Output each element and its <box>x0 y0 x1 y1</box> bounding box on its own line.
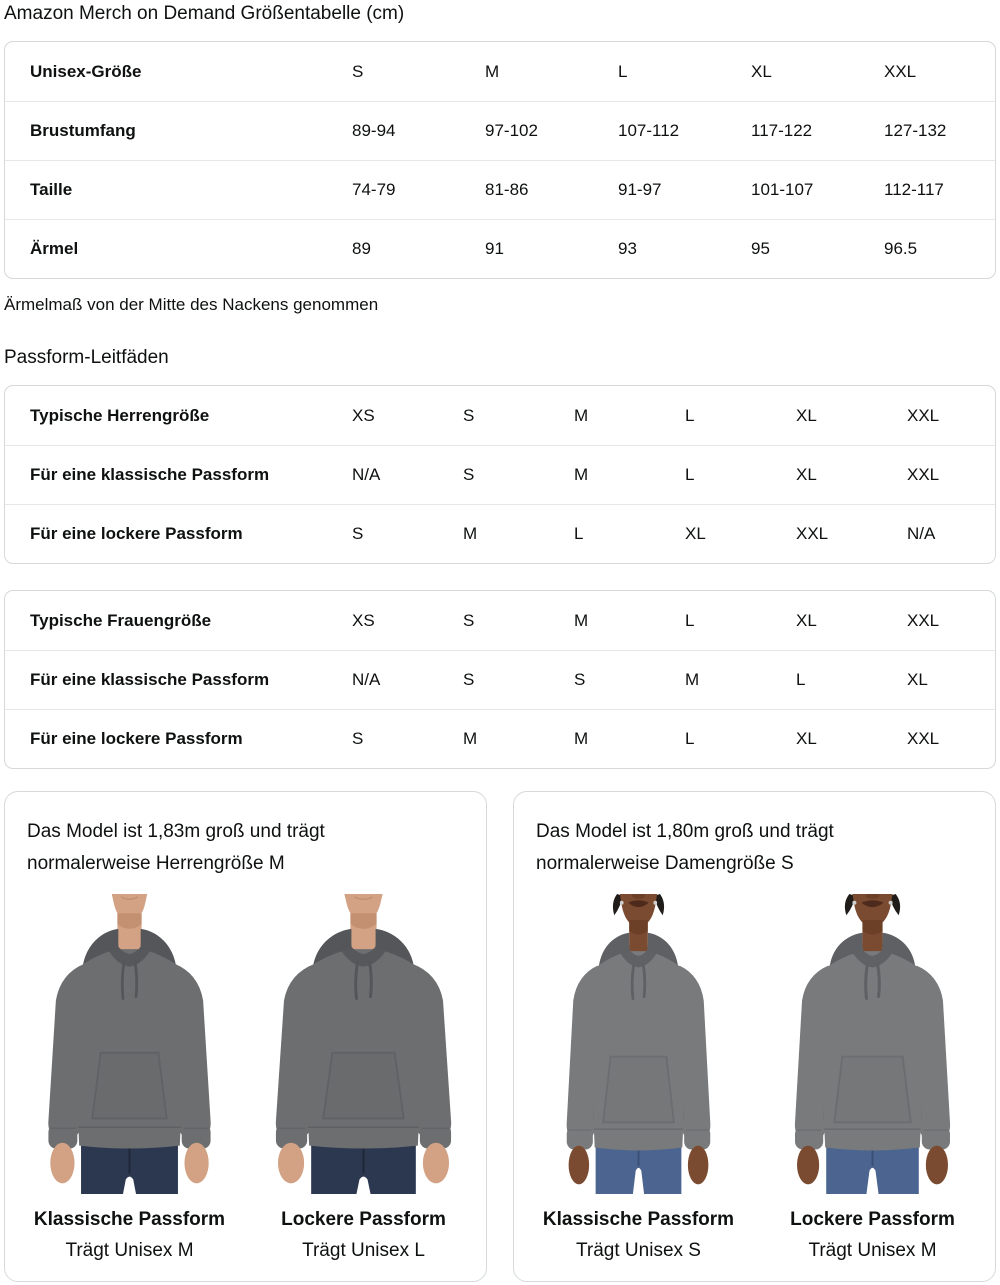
size-cell: S <box>574 670 586 689</box>
size-cell: M <box>463 524 478 543</box>
fit-label: Klassische Passform <box>33 1209 226 1230</box>
size-cell: XL <box>907 670 928 689</box>
womens-model-card <box>513 791 996 1282</box>
measurement-cell: 91-97 <box>618 180 662 199</box>
fit-label: Lockere Passform <box>790 1209 955 1230</box>
measurement-cell: 93 <box>618 239 637 258</box>
photo-male-classic-fit <box>27 894 232 1263</box>
size-cell: N/A <box>352 465 381 484</box>
measurement-cell: 89-94 <box>352 121 396 140</box>
mens-model-card <box>4 791 487 1282</box>
female-model-photo <box>536 894 741 1194</box>
model-description: Das Model ist 1,83m groß und trägt normalerweise Herrengröße M <box>27 821 325 874</box>
size-label: Trägt Unisex S <box>576 1240 701 1261</box>
measurement-cell: 95 <box>751 239 770 258</box>
measurement-cell: 127-132 <box>884 121 947 140</box>
table-row <box>5 591 995 650</box>
size-cell: S <box>352 524 364 543</box>
size-cell: S <box>463 465 475 484</box>
size-cell: S <box>352 61 364 81</box>
row-label-lockere-passform: Für eine lockere Passform <box>30 729 243 748</box>
row-label-brustumfang: Brustumfang <box>30 121 136 140</box>
row-label-typische-frauengroesse: Typische Frauengröße <box>30 610 212 630</box>
size-cell: XL <box>796 610 817 630</box>
table-row <box>5 219 995 278</box>
size-cell: XXL <box>907 465 940 484</box>
table-row <box>5 160 995 219</box>
fit-label: Lockere Passform <box>281 1209 446 1230</box>
size-cell: XS <box>352 405 375 425</box>
womens-fit-table <box>4 590 996 769</box>
measurement-cell: 101-107 <box>751 180 814 199</box>
size-cell: XXL <box>907 405 940 425</box>
table-row <box>5 709 995 768</box>
size-cell: M <box>463 729 478 748</box>
measurement-cell: 97-102 <box>485 121 538 140</box>
male-model-photo <box>27 894 232 1194</box>
size-cell: XL <box>685 524 706 543</box>
photo-male-loose-fit <box>261 894 466 1263</box>
row-label-klassische-passform: Für eine klassische Passform <box>30 670 270 689</box>
size-cell: M <box>685 670 700 689</box>
table-row <box>5 101 995 160</box>
size-cell: S <box>463 405 475 425</box>
size-cell: M <box>574 465 589 484</box>
size-cell: XXL <box>796 524 829 543</box>
measurement-cell: 74-79 <box>352 180 396 199</box>
model-cards <box>4 791 996 1282</box>
female-model-photo <box>770 894 975 1194</box>
page-title: Amazon Merch on Demand Größentabelle (cm) <box>4 3 405 24</box>
row-label-lockere-passform: Für eine lockere Passform <box>30 524 243 543</box>
size-cell: XXL <box>907 729 940 748</box>
model-description: Das Model ist 1,80m groß und trägt normalerweise Damengröße S <box>536 821 834 874</box>
size-cell: L <box>618 61 628 81</box>
size-cell: N/A <box>907 524 936 543</box>
sleeve-measure-note: Ärmelmaß von der Mitte des Nackens genommen <box>4 295 379 314</box>
table-row <box>5 650 995 709</box>
unisex-size-table <box>4 41 996 279</box>
model-photos <box>536 894 975 1263</box>
size-cell: XXL <box>884 61 917 81</box>
size-cell: L <box>685 729 695 748</box>
table-row <box>5 445 995 504</box>
size-cell: L <box>685 465 695 484</box>
fit-guides-heading: Passform-Leitfäden <box>4 347 169 368</box>
size-cell: L <box>574 524 584 543</box>
size-label: Trägt Unisex L <box>302 1240 425 1261</box>
size-cell: S <box>463 670 475 689</box>
table-row <box>5 42 995 101</box>
size-cell: XL <box>796 405 817 425</box>
size-cell: M <box>574 729 589 748</box>
size-cell: M <box>485 61 500 81</box>
male-model-photo <box>261 894 466 1194</box>
measurement-cell: 89 <box>352 239 371 258</box>
table-row <box>5 504 995 563</box>
measurement-cell: 96.5 <box>884 239 918 258</box>
size-cell: S <box>352 729 364 748</box>
size-label: Trägt Unisex M <box>808 1240 937 1261</box>
size-cell: M <box>574 610 589 630</box>
size-cell: XL <box>796 465 817 484</box>
row-label-unisex-groesse: Unisex-Größe <box>30 61 142 81</box>
model-photos <box>27 894 466 1263</box>
row-label-taille: Taille <box>30 180 73 199</box>
size-cell: XL <box>751 61 772 81</box>
size-cell: XS <box>352 610 375 630</box>
row-label-typische-herrengroesse: Typische Herrengröße <box>30 405 210 425</box>
table-row <box>5 386 995 445</box>
photo-female-classic-fit <box>536 894 741 1263</box>
measurement-cell: 91 <box>485 239 504 258</box>
size-cell: XL <box>796 729 817 748</box>
size-cell: XXL <box>907 610 940 630</box>
size-cell: L <box>796 670 806 689</box>
measurement-cell: 81-86 <box>485 180 529 199</box>
size-cell: N/A <box>352 670 381 689</box>
photo-female-loose-fit <box>770 894 975 1263</box>
size-cell: S <box>463 610 475 630</box>
row-label-klassische-passform: Für eine klassische Passform <box>30 465 270 484</box>
size-label: Trägt Unisex M <box>65 1240 194 1261</box>
size-cell: L <box>685 610 695 630</box>
mens-fit-table <box>4 385 996 564</box>
size-cell: L <box>685 405 695 425</box>
row-label-aermel: Ärmel <box>30 239 79 258</box>
fit-label: Klassische Passform <box>542 1209 735 1230</box>
measurement-cell: 112-117 <box>884 180 944 199</box>
size-cell: M <box>574 405 589 425</box>
measurement-cell: 107-112 <box>618 121 680 140</box>
measurement-cell: 117-122 <box>751 121 813 140</box>
